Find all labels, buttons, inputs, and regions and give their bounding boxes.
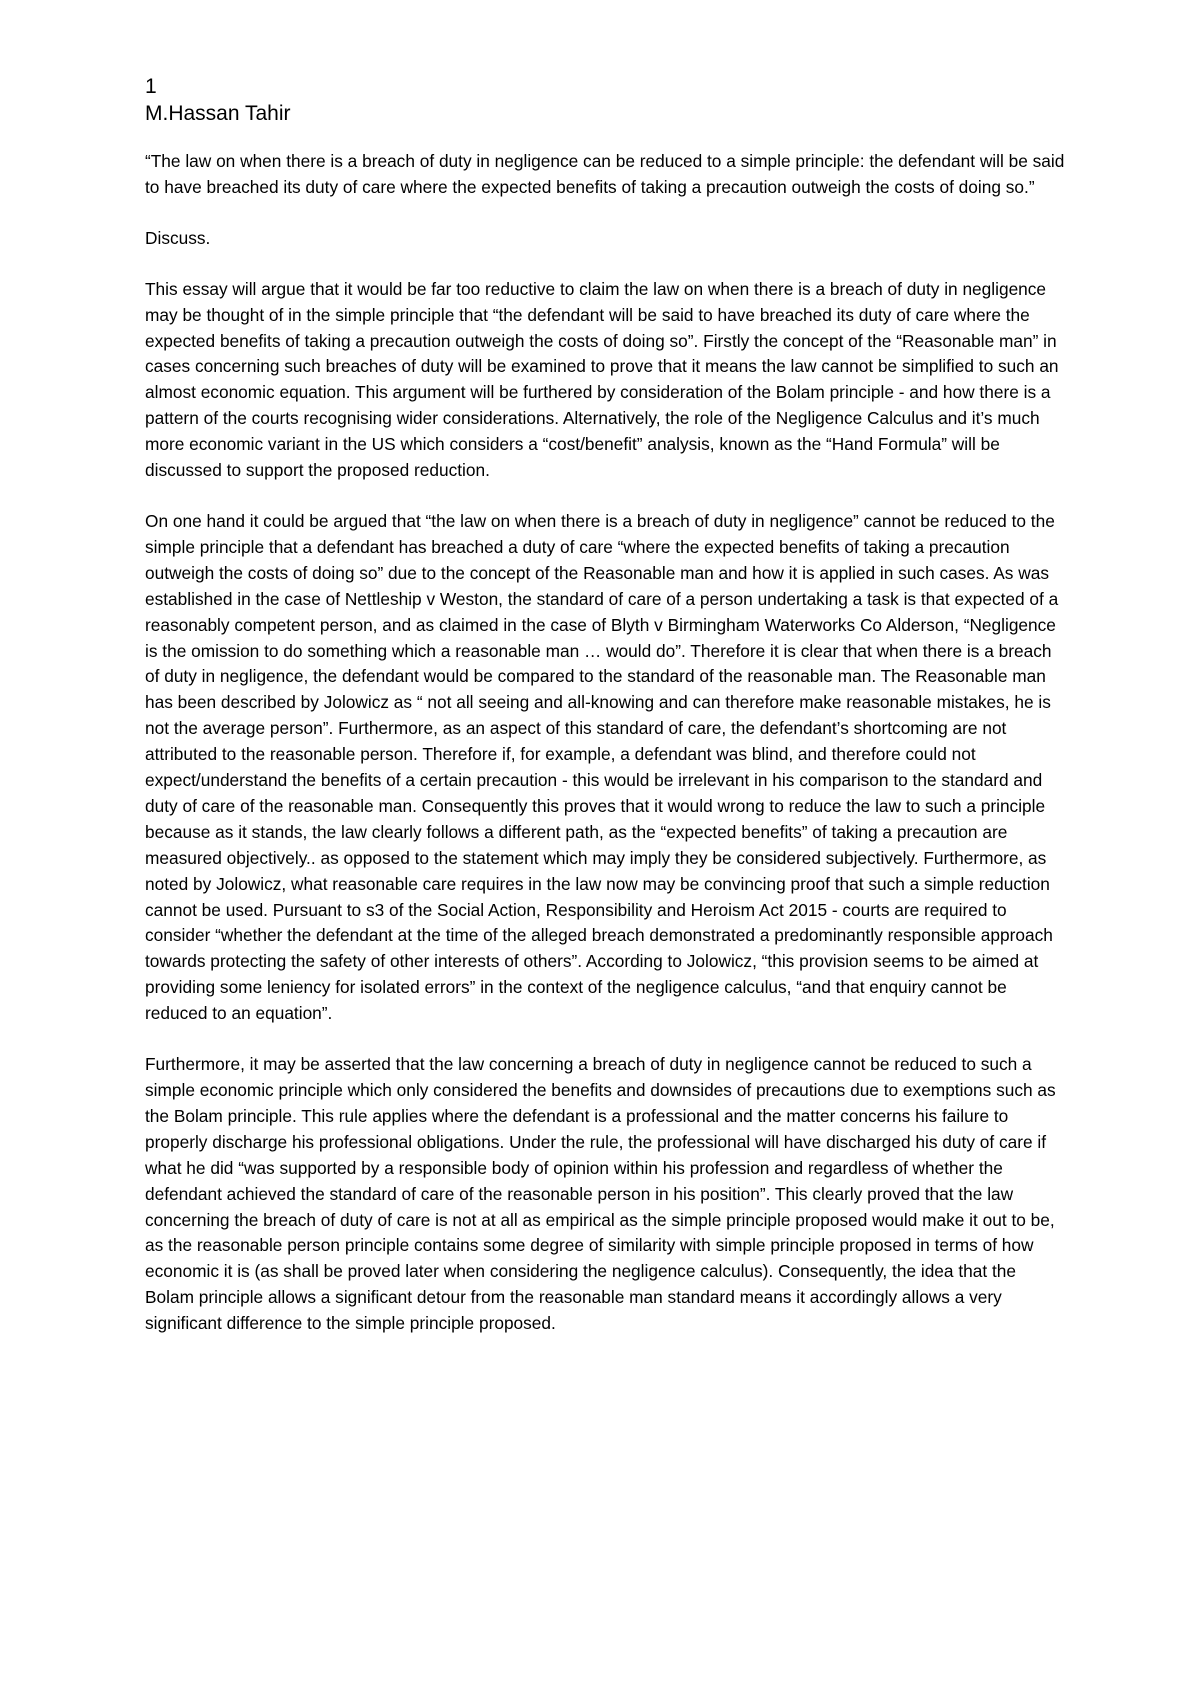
paragraph-introduction: This essay will argue that it would be far too reductive to claim the law on when there is a breach of duty in negligence may be thought of in the simple principle that “the defendant will be said to have breached its duty of care where the expected benefits of taking a precaution outweigh the costs of doing so”. Firstly the concept of the “Reasonable man” in cases concerning such breaches of duty will be examined to prove that it means the law cannot be simplified to such an almost economic equation. This argument will be furthered by consideration of the Bolam principle - and how there is a pattern of the courts recognising wider considerations. Alternatively, the role of the Negligence Calculus and it’s much more economic variant in the US which considers a “cost/benefit” analysis, known as the “Hand Formula” will be discussed to support the proposed reduction. — [145, 278, 1059, 481]
author-name: M.Hassan Tahir — [145, 102, 291, 125]
paragraph-bolam-principle: Furthermore, it may be asserted that the law concerning a breach of duty in negligence cannot be reduced to such a simple economic principle which only considered the benefits and downsides of precautions due to exemptions such as the Bolam principle. This rule applies where the defendant is a professional and the matter concerns his failure to properly discharge his professional obligations. Under the rule, the professional will have discharged his duty of care if what he did “was supported by a responsible body of opinion within his profession and regardless of whether the defendant achieved the standard of care of the reasonable person in his position”. This clearly proved that the law concerning the breach of duty of care is not at all as empirical as the simple principle proposed would make it out to be, as the reasonable person principle contains some degree of similarity with simple principle proposed in terms of how economic it is (as shall be proved later when considering the negligence calculus). Consequently, the idea that the Bolam principle allows a significant detour from the reasonable man standard means it accordingly allows a very significant difference to the simple principle proposed. — [145, 1054, 1056, 1334]
document-body — [145, 74, 1065, 1362]
essay-instruction: Discuss. — [145, 227, 211, 248]
essay-question-quote: “The law on when there is a breach of duty in negligence can be reduced to a simple principle: the defendant will be said to have breached its duty of care where the expected benefits of taking a precaution outweigh the costs of doing so.” — [145, 151, 1065, 197]
paragraph-reasonable-man: On one hand it could be argued that “the law on when there is a breach of duty in negligence” cannot be reduced to the simple principle that a defendant has breached a duty of care “where the expected benefits of taking a precaution outweigh the costs of doing so” due to the concept of the Reasonable man and how it is applied in such cases. As was established in the case of Nettleship v Weston, the standard of care of a person undertaking a task is that expected of a reasonably competent person, and as claimed in the case of Blyth v Birmingham Waterworks Co Alderson, “Negligence is the omission to do something which a reasonable man … would do”. Therefore it is clear that when there is a breach of duty in negligence, the defendant would be compared to the standard of the reasonable man. The Reasonable man has been described by Jolowicz as “ not all seeing and all-knowing and can therefore make reasonable mistakes, he is not the average person”. Furthermore, as an aspect of this standard of care, the defendant’s shortcoming are not attributed to the reasonable person. Therefore if, for example, a defendant was blind, and therefore could not expect/understand the benefits of a certain precaution - this would be irrelevant in his comparison to the standard and duty of care of the reasonable man. Consequently this proves that it would wrong to reduce the law to such a principle because as it stands, the law clearly follows a different path, as the “expected benefits” of taking a precaution are measured objectively.. as opposed to the statement which may imply they be considered subjectively. Furthermore, as noted by Jolowicz, what reasonable care requires in the law now may be convincing proof that such a simple reduction cannot be used. Pursuant to s3 of the Social Action, Responsibility and Heroism Act 2015 - courts are required to consider “whether the defendant at the time of the alleged breach demonstrated a predominantly responsible approach towards protecting the safety of other interests of others”. According to Jolowicz, “this provision seems to be aimed at providing some leniency for isolated errors” in the context of the negligence calculus, “and that enquiry cannot be reduced to an equation”. — [145, 510, 1059, 1024]
page-number: 1 — [145, 75, 157, 98]
